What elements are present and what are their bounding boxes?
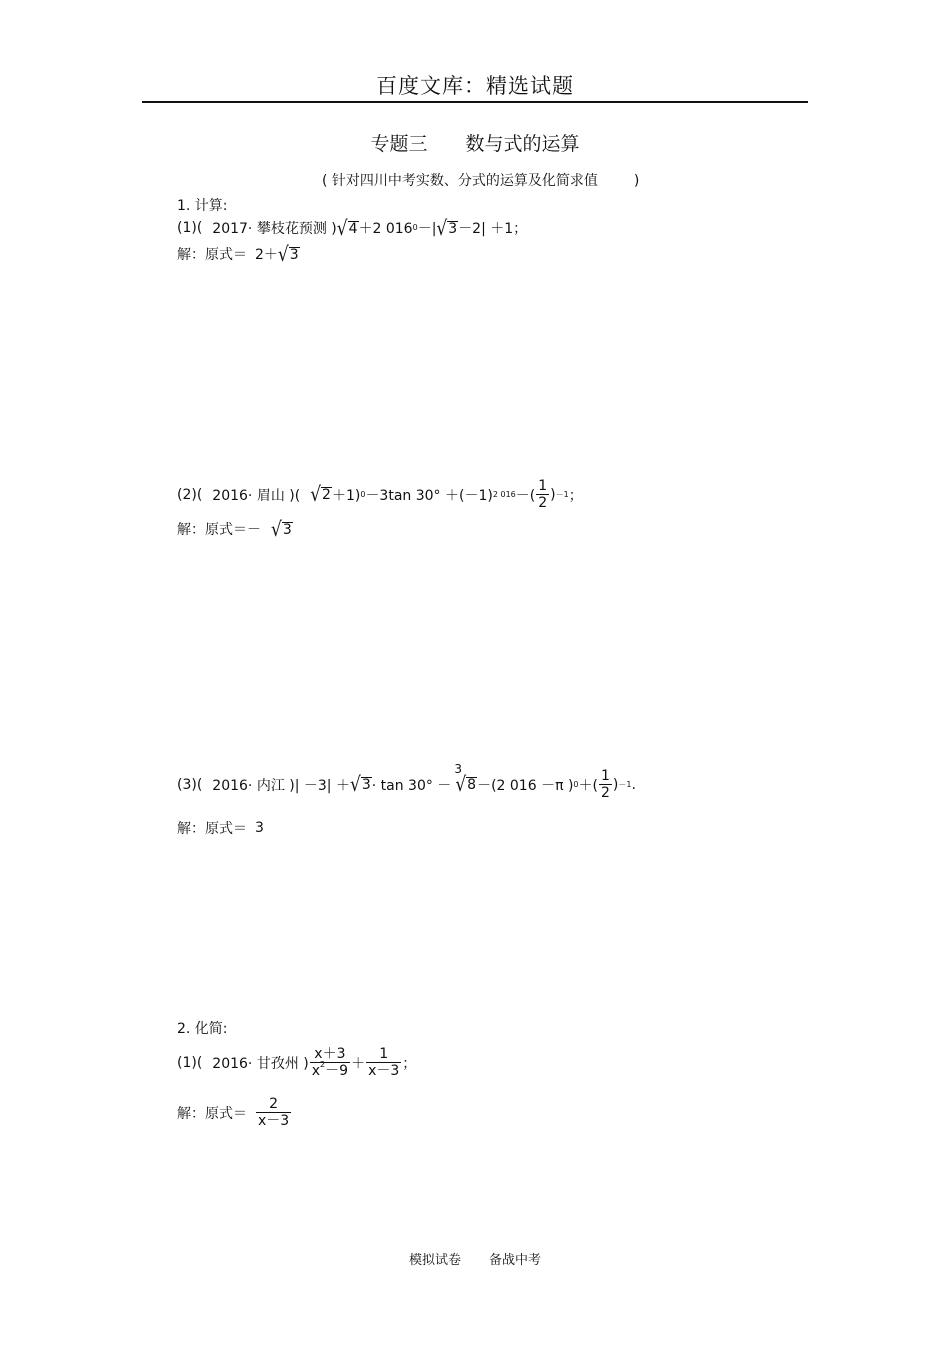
fraction: $\frac{x+3}{x^2-9}$: [311, 1046, 349, 1079]
problem-source: 2016· 甘孜州 ): [212, 1055, 309, 1072]
answer-label: 解：原式＝: [177, 247, 247, 263]
doc-title-part2: 数与式的运算: [465, 133, 580, 155]
cube-root-expr: 3 √ 8: [454, 762, 477, 797]
problem-1-1: (1)( 2017· 攀枝花预测 ) √ 4 ＋2 016 0 －| √ 3 －2| ＋1；: [177, 216, 528, 241]
sqrt-expr: √ 3: [277, 242, 299, 267]
doc-title: [0, 129, 950, 156]
problem-2-1: (1)( 2016· 甘孜州 ) $\frac{x+3}{x^2-9}$ ＋ $\frac{1}{x-3}$ ；: [177, 1046, 417, 1079]
answer-label: 解：原式＝－: [177, 522, 261, 538]
sqrt-expr: √ 4: [336, 216, 358, 241]
answer-1-3: [177, 818, 264, 838]
answer-label: 解：原式＝: [177, 821, 247, 837]
fraction: $\frac{1}{2}$: [600, 768, 610, 801]
footer-right: 备战中考: [489, 1253, 542, 1268]
doc-subtitle: [322, 170, 639, 190]
answer-1-2: [177, 517, 293, 542]
sqrt-expr: √ 3: [349, 773, 371, 797]
problem-1-2: (2)( 2016· 眉山 )( √ 2 ＋1) 0 －3tan 30° ＋(－1) 2 016 －( $\frac{1}{2}$ ) －1 ；: [177, 478, 583, 511]
problem-label: (3)(: [177, 776, 203, 793]
fraction: $\frac{1}{2}$: [538, 478, 548, 511]
answer-2-1: [177, 1096, 292, 1129]
problem-source: 2017· 攀枝花预测 ): [212, 221, 337, 237]
sqrt-expr: √ 3: [271, 517, 292, 542]
header-rule: [142, 101, 808, 103]
answer-label: 解：原式＝: [177, 1105, 247, 1122]
fraction: $\frac{1}{x-3}$: [368, 1046, 400, 1079]
header-title: 百度文库：精选试题: [376, 74, 574, 98]
problem-label: (1)(: [177, 1054, 203, 1071]
problem-label: (1)(: [177, 220, 203, 236]
subtitle-text: ( 针对四川中考实数、分式的运算及化简求值: [322, 173, 598, 189]
sqrt-expr: √ 2: [310, 483, 331, 507]
subtitle-close: ): [633, 173, 640, 189]
answer-1-1: 解：原式＝ 2＋ √ 3: [177, 242, 299, 267]
problem-source: 2016· 眉山 )(: [212, 487, 301, 504]
footer-left: 模拟试卷: [408, 1253, 461, 1268]
problem-label: (2)(: [177, 486, 203, 503]
section1-heading: 1. 计算:: [177, 198, 228, 214]
section2-heading: 2. 化简:: [177, 1021, 228, 1037]
fraction: $\frac{2}{x-3}$: [258, 1096, 290, 1129]
doc-title-part1: 专题三: [370, 133, 428, 155]
problem-source: 2016· 内江 )| －3| ＋: [212, 777, 350, 794]
page-footer: [0, 1249, 950, 1268]
sqrt-expr: √ 3: [436, 216, 458, 241]
answer-value: 3: [255, 820, 264, 836]
problem-1-3: (3)( 2016· 内江 )| －3| ＋ √ 3 · tan 30° － 3 √ 8 －(2 016 －π ) 0 ＋( $\frac{1}{2}$ ) －1 .: [177, 762, 636, 801]
